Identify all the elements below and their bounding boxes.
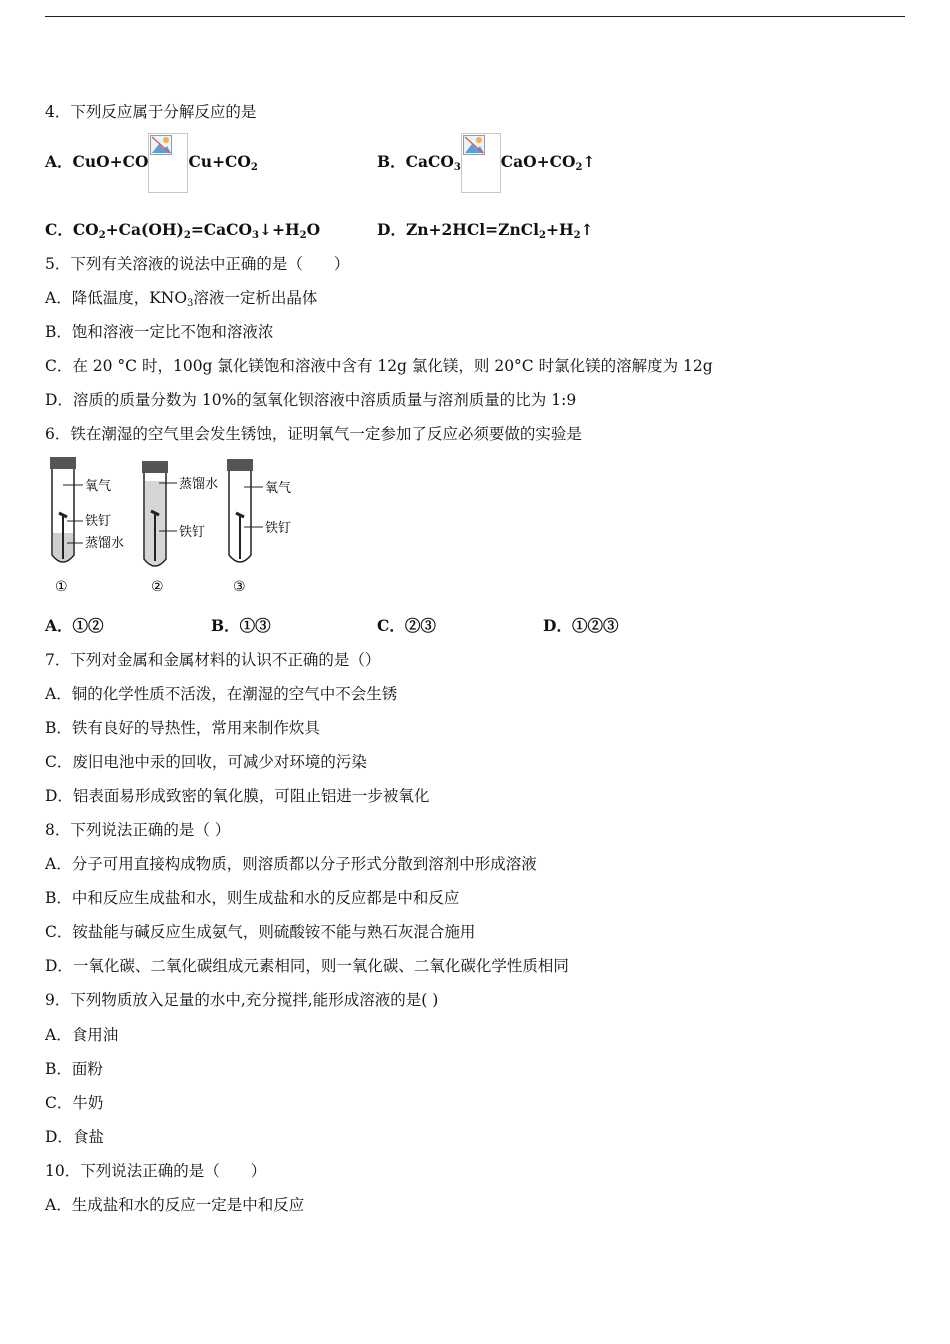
q4-a-right: Cu+CO (188, 152, 251, 171)
stopper-2 (142, 461, 168, 473)
broken-image-icon (148, 133, 188, 193)
q9-stem: 9．下列物质放入足量的水中,充分搅拌,能形成溶液的是( ) (45, 991, 439, 1009)
q10-stem: 10．下列说法正确的是（ ） (45, 1162, 267, 1180)
q8-option-a: A．分子可用直接构成物质，则溶质都以分子形式分散到溶剂中形成溶液 (45, 855, 537, 873)
q4-c-sub: 2 (98, 230, 106, 241)
q6-option-c: C．②③ (377, 616, 436, 635)
q8-stem: 8．下列说法正确的是（ ） (45, 821, 231, 839)
test-tube-3 (227, 459, 291, 595)
q5-stem: 5．下列有关溶液的说法中正确的是（ ） (45, 255, 350, 273)
label-distilled-water: 蒸馏水 (85, 536, 125, 551)
q4-b-right-tail: ↑ (582, 152, 596, 171)
q4-b-label: B． (377, 152, 406, 171)
tube-number-2: ② (151, 579, 164, 595)
q4-c-label: C． (45, 220, 73, 239)
q5-option-b: B．饱和溶液一定比不饱和溶液浓 (45, 323, 274, 341)
top-rule (45, 16, 905, 17)
q4-c-text: O (306, 220, 321, 239)
q7-option-c: C．废旧电池中汞的回收，可减少对环境的污染 (45, 753, 367, 771)
q4-d-text: +H (545, 220, 574, 239)
tube-number-3: ③ (233, 579, 246, 595)
q4-option-c (45, 220, 320, 246)
label-iron-nail: 铁钉 (265, 521, 292, 536)
q4-c-sub: 3 (252, 230, 259, 241)
q4-d-sub: 2 (538, 230, 546, 241)
q5-a-text: 溶液一定析出晶体 (193, 289, 318, 307)
label-oxygen: 氧气 (265, 481, 292, 496)
q4-d-text: Zn+2HCl=ZnCl (405, 220, 539, 239)
q4-c-text: ↓+H (259, 220, 300, 239)
label-iron-nail: 铁钉 (85, 514, 112, 529)
q4-b-left: CaCO (405, 152, 454, 171)
q4-c-text: CO (72, 220, 99, 239)
q7-option-a: A．铜的化学性质不活泼，在潮湿的空气中不会生锈 (45, 685, 398, 703)
label-iron-nail: 铁钉 (179, 525, 206, 540)
q5-a-text: A．降低温度，KNO (45, 289, 188, 307)
q5-option-a (45, 288, 317, 314)
stopper-3 (227, 459, 253, 471)
q7-stem: 7．下列对金属和金属材料的认识不正确的是（） (45, 651, 381, 669)
q9-option-c: C．牛奶 (45, 1094, 104, 1112)
q6-option-d: D．①②③ (543, 616, 619, 635)
q9-option-d: D．食盐 (45, 1128, 104, 1146)
q8-option-d: D．一氧化碳、二氧化碳组成元素相同，则一氧化碳、二氧化碳化学性质相同 (45, 957, 569, 975)
q4-d-sub: 2 (573, 230, 581, 241)
stopper-1 (50, 457, 76, 469)
test-tube-figure (45, 455, 305, 595)
q4-d-text: ↑ (580, 220, 594, 239)
q4-b-left-sub: 3 (453, 162, 461, 173)
test-tube-1 (50, 457, 124, 595)
q5-a-sub: 3 (187, 298, 194, 309)
q4-b-right-sub: 2 (575, 162, 583, 173)
q6-option-b: B．①③ (211, 616, 271, 635)
q4-stem: 4．下列反应属于分解反应的是 (45, 103, 257, 121)
broken-image-icon (461, 133, 501, 193)
q7-option-d: D．铝表面易形成致密的氧化膜，可阻止铝进一步被氧化 (45, 787, 430, 805)
q6-stem: 6．铁在潮湿的空气里会发生锈蚀，证明氧气一定参加了反应必须要做的实验是 (45, 425, 582, 443)
q4-c-text: +Ca(OH) (105, 220, 184, 239)
tube-number-1: ① (55, 579, 68, 595)
q8-option-c: C．铵盐能与碱反应生成氨气，则硫酸铵不能与熟石灰混合施用 (45, 923, 476, 941)
q4-option-b (377, 130, 595, 194)
q4-a-left: CuO+CO (72, 152, 149, 171)
q4-c-sub: 2 (183, 230, 191, 241)
q4-a-label: A． (45, 152, 73, 171)
q4-option-d (377, 220, 594, 246)
q4-b-right: CaO+CO (500, 152, 576, 171)
q9-option-b: B．面粉 (45, 1060, 103, 1078)
test-tubes-diagram (45, 455, 305, 595)
label-distilled-water: 蒸馏水 (179, 477, 219, 492)
q6-option-a: A．①② (45, 616, 104, 635)
q4-a-right-sub: 2 (250, 162, 258, 173)
q5-option-c: C．在 20 °C 时，100g 氯化镁饱和溶液中含有 12g 氯化镁，则 20°C 时氯化镁的溶解度为 12g (45, 357, 713, 375)
test-tube-2 (142, 461, 218, 595)
q9-option-a: A．食用油 (45, 1026, 119, 1044)
q8-option-b: B．中和反应生成盐和水，则生成盐和水的反应都是中和反应 (45, 889, 460, 907)
q4-d-label: D． (377, 220, 406, 239)
q10-option-a: A．生成盐和水的反应一定是中和反应 (45, 1196, 305, 1214)
q4-option-a (45, 130, 258, 194)
q4-c-text: =CaCO (190, 220, 253, 239)
q5-option-d: D．溶质的质量分数为 10%的氢氧化钡溶液中溶质质量与溶剂质量的比为 1:9 (45, 391, 577, 409)
q4-c-sub: 2 (299, 230, 307, 241)
q7-option-b: B．铁有良好的导热性，常用来制作炊具 (45, 719, 320, 737)
label-oxygen: 氧气 (85, 479, 112, 494)
